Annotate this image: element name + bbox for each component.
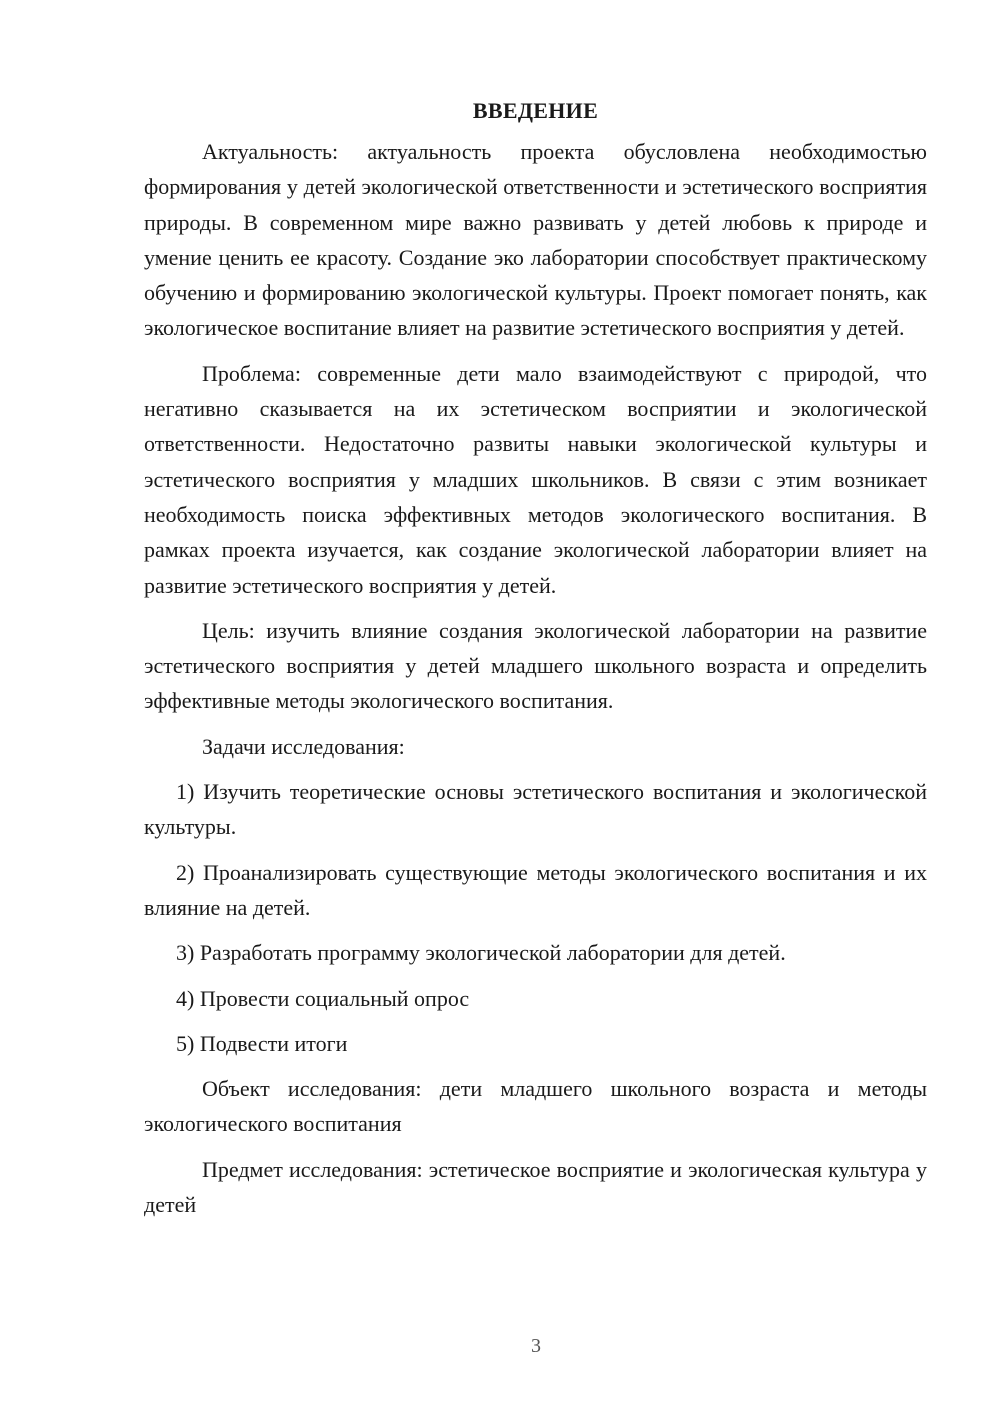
list-item-task-5: 5) Подвести итоги xyxy=(176,1030,348,1056)
document-body xyxy=(144,96,927,1232)
list-item-task-3: 3) Разработать программу экологической лаборатории для детей. xyxy=(176,940,786,966)
list-item-task-2: 2) Проанализировать существующие методы экологического воспитания и их влияние на детей. xyxy=(144,859,927,920)
section-title: ВВЕДЕНИЕ xyxy=(472,98,599,123)
paragraph-relevance: Актуальность: актуальность проекта обусловлена необходимостью формирования у детей экологической ответственности и эстетического восприятия природы. В современном мире важно развивать у детей любовь к природе и умение ценить ее красоту. Создание эко лаборатории способствует практическому обучению и формированию экологической культуры. Проект помогает понять, как экологическое воспитание влияет на развитие эстетического восприятия у детей. xyxy=(144,139,927,341)
paragraph-goal: Цель: изучить влияние создания экологической лаборатории на развитие эстетического восприятия у детей младшего школьного возраста и определить эффективные методы экологического воспитания. xyxy=(144,617,927,714)
paragraph-problem: Проблема: современные дети мало взаимодействуют с природой, что негативно сказывается на их эстетическом восприятии и экологической ответственности. Недостаточно развиты навыки экологической культуры и эстетического восприятия у младших школьников. В связи с этим возникает необходимость поиска эффективных методов экологического воспитания. В рамках проекта изучается, как создание экологической лаборатории влияет на развитие эстетического восприятия у детей. xyxy=(144,360,927,598)
list-item-task-4: 4) Провести социальный опрос xyxy=(176,985,470,1011)
paragraph-object: Объект исследования: дети младшего школьного возраста и методы экологического воспитания xyxy=(144,1076,927,1137)
paragraph-subject: Предмет исследования: эстетическое восприятие и экологическая культура у детей xyxy=(144,1156,927,1218)
list-item-task-1: 1) Изучить теоретические основы эстетического воспитания и экологической культуры. xyxy=(144,779,927,840)
paragraph-tasks-heading: Задачи исследования: xyxy=(202,733,405,759)
page-number: 3 xyxy=(531,1335,541,1357)
